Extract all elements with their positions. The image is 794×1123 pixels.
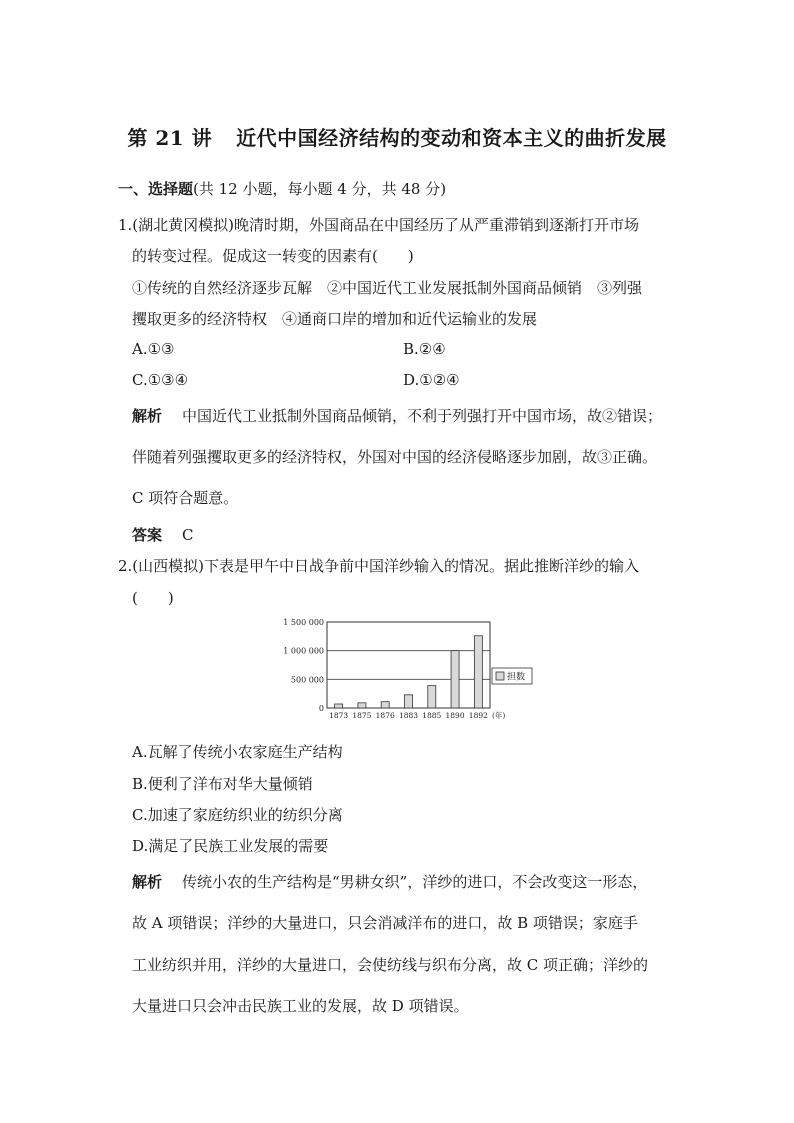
legend-label: 担数 <box>507 672 526 683</box>
x-tick-label: 1892 <box>468 711 488 720</box>
section-detail: (共 12 小题，每小题 4 分，共 48 分) <box>193 180 447 198</box>
q1-analysis-text-1: 中国近代工业抵制外国商品倾销，不利于列强打开中国市场，故②错误； <box>182 407 663 425</box>
lecture-topic: 近代中国经济结构的变动和资本主义的曲折发展 <box>236 126 667 150</box>
q2-option-d: D.满足了民族工业发展的需要 <box>132 837 329 855</box>
x-tick-label: 1885 <box>422 711 442 720</box>
legend-swatch <box>496 672 504 680</box>
q1-answer-line <box>132 524 194 545</box>
q1-answer-label: 答案 <box>132 526 163 544</box>
y-tick-label: 500 000 <box>290 675 324 685</box>
yarn-import-chart <box>270 612 540 724</box>
q2-analysis-line-3: 工业纺织并用，洋纱的大量进口，会使纺线与织布分离，故 C 项正确；洋纱的 <box>132 956 649 974</box>
q1-items-line-2: 攫取更多的经济特权 ④通商口岸的增加和近代运输业的发展 <box>132 310 538 328</box>
x-tick-label: 1875 <box>352 711 372 720</box>
q1-option-c: C.①③④ <box>132 371 189 389</box>
q2-analysis-line-1 <box>132 871 647 892</box>
q1-stem-line-1: 1.(湖北黄冈模拟)晚清时期，外国商品在中国经历了从严重滞销到逐渐打开市场 <box>118 216 640 234</box>
q2-analysis-label: 解析 <box>132 873 163 891</box>
bar <box>381 702 389 708</box>
bar <box>358 703 366 708</box>
section-lead: 一、选择题 <box>118 180 194 198</box>
q2-option-c: C.加速了家庭纺织业的纺织分离 <box>132 806 343 824</box>
q1-answer-value: C <box>182 526 194 544</box>
section-heading <box>118 178 446 199</box>
bar <box>474 636 482 708</box>
q2-analysis-text-1: 传统小农的生产结构是“男耕女织”，洋纱的进口，不会改变这一形态， <box>182 873 648 891</box>
yarn-import-chart-svg <box>270 612 540 724</box>
y-tick-label: 0 <box>318 704 324 713</box>
bar <box>335 704 343 708</box>
bar <box>405 695 413 708</box>
bar <box>428 686 436 708</box>
q2-analysis-line-2: 故 A 项错误；洋纱的大量进口，只会消减洋布的进口，故 B 项错误；家庭手 <box>132 914 638 932</box>
q2-stem-line-1: 2.(山西模拟)下表是甲午中日战争前中国洋纱输入的情况。据此推断洋纱的输入 <box>118 557 640 575</box>
bar <box>451 651 459 708</box>
q1-analysis-line-1 <box>132 405 662 426</box>
q1-analysis-label: 解析 <box>132 407 163 425</box>
lecture-number: 第 21 讲 <box>127 126 213 150</box>
q1-stem-line-2: 的转变过程。促成这一转变的因素有( ) <box>132 247 414 265</box>
q1-option-b: B.②④ <box>403 340 446 358</box>
q2-analysis-line-4: 大量进口只会冲击民族工业的发展，故 D 项错误。 <box>132 997 469 1015</box>
q1-analysis-line-3: C 项符合题意。 <box>132 489 239 507</box>
x-tick-label: 1890 <box>445 711 465 720</box>
y-tick-label: 1 500 000 <box>283 618 324 627</box>
q2-stem-line-2: ( ) <box>132 589 174 607</box>
q2-option-b: B.便利了洋布对华大量倾销 <box>132 775 313 793</box>
q1-option-a: A.①③ <box>132 340 175 358</box>
q1-analysis-line-2: 伴随着列强攫取更多的经济特权，外国对中国的经济侵略逐步加剧，故③正确。 <box>132 448 658 466</box>
q1-option-d: D.①②④ <box>403 371 460 389</box>
q2-option-a: A.瓦解了传统小农家庭生产结构 <box>132 743 343 761</box>
x-tick-label: 1873 <box>329 711 349 720</box>
q1-items-line-1: ①传统的自然经济逐步瓦解 ②中国近代工业发展抵制外国商品倾销 ③列强 <box>132 279 643 297</box>
y-tick-label: 1 000 000 <box>283 646 324 656</box>
page-title <box>0 122 794 151</box>
x-unit-label: (年) <box>492 711 506 720</box>
x-tick-label: 1883 <box>398 711 419 720</box>
x-tick-label: 1876 <box>375 711 395 720</box>
